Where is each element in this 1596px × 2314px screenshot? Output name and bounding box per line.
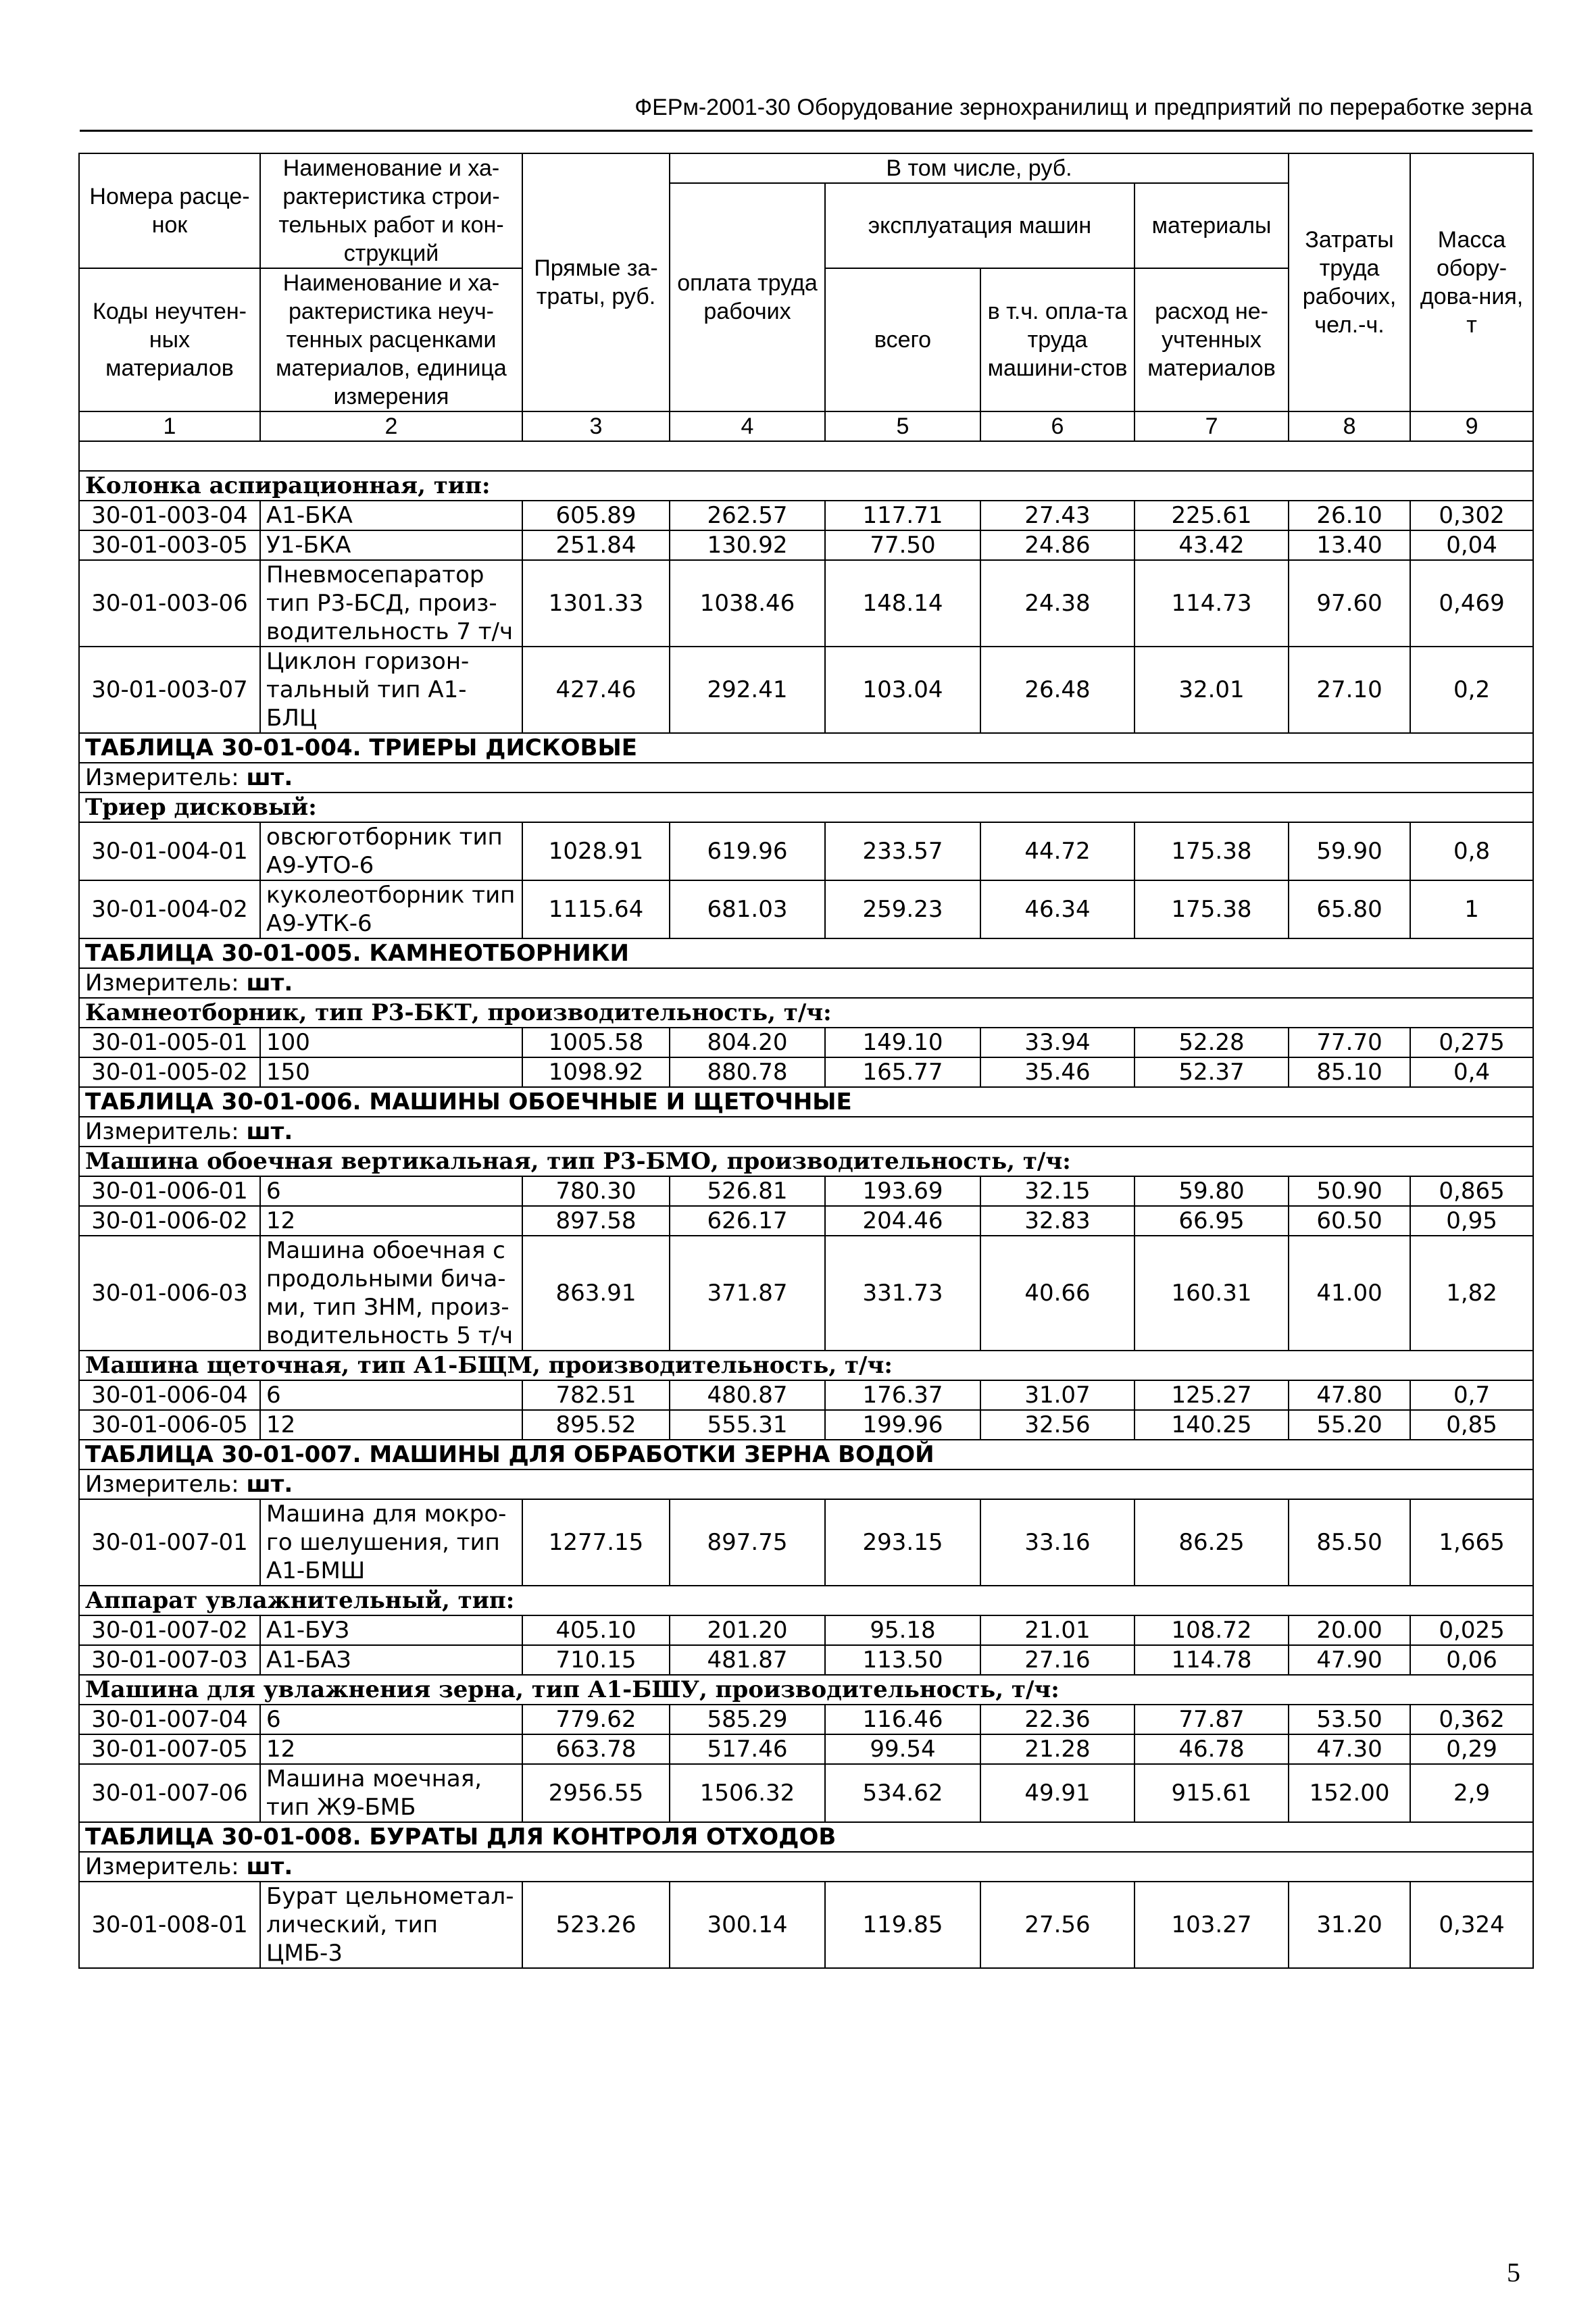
measure-line xyxy=(79,1469,1533,1499)
cell-materials-cost: 125.27 xyxy=(1134,1380,1289,1410)
cell-equipment-mass: 0,85 xyxy=(1410,1410,1533,1440)
cell-direct-costs: 779.62 xyxy=(522,1705,670,1734)
cell-direct-costs: 895.52 xyxy=(522,1410,670,1440)
cell-item-name: 12 xyxy=(260,1734,522,1764)
cell-labor-hours: 97.60 xyxy=(1289,560,1410,647)
cell-equipment-mass: 0,7 xyxy=(1410,1380,1533,1410)
measure-unit: шт. xyxy=(246,1118,293,1145)
table-row xyxy=(79,880,1533,938)
cell-operators-pay: 27.16 xyxy=(980,1645,1134,1675)
table-title: ТАБЛИЦА 30-01-004. ТРИЕРЫ ДИСКОВЫЕ xyxy=(79,733,1533,763)
cell-labor-hours: 47.80 xyxy=(1289,1380,1410,1410)
column-numbers-row xyxy=(79,411,1533,441)
cell-equipment-mass: 1,82 xyxy=(1410,1236,1533,1351)
cell-rate-code: 30-01-007-06 xyxy=(79,1764,260,1822)
cell-materials-cost: 66.95 xyxy=(1134,1206,1289,1236)
cell-rate-code: 30-01-003-06 xyxy=(79,560,260,647)
cell-rate-code: 30-01-005-01 xyxy=(79,1028,260,1057)
cell-direct-costs: 863.91 xyxy=(522,1236,670,1351)
cell-item-name: А1-БУЗ xyxy=(260,1615,522,1645)
cell-equipment-mass: 0,025 xyxy=(1410,1615,1533,1645)
cell-workers-pay: 585.29 xyxy=(670,1705,825,1734)
cell-machines-total: 116.46 xyxy=(825,1705,980,1734)
cell-operators-pay: 26.48 xyxy=(980,647,1134,733)
table-row xyxy=(79,1236,1533,1351)
cell-workers-pay: 262.57 xyxy=(670,501,825,530)
cell-item-name: 150 xyxy=(260,1057,522,1087)
cell-operators-pay: 32.83 xyxy=(980,1206,1134,1236)
column-number: 2 xyxy=(260,411,522,441)
measure-label: Измеритель: xyxy=(85,970,239,997)
cell-rate-code: 30-01-004-02 xyxy=(79,880,260,938)
cell-workers-pay: 619.96 xyxy=(670,822,825,880)
group-heading: Триер дисковый: xyxy=(79,793,1533,822)
col-workers-pay-header: оплата труда рабочих xyxy=(670,183,825,411)
cell-machines-total: 199.96 xyxy=(825,1410,980,1440)
cell-labor-hours: 55.20 xyxy=(1289,1410,1410,1440)
cell-equipment-mass: 0,362 xyxy=(1410,1705,1533,1734)
cell-equipment-mass: 0,469 xyxy=(1410,560,1533,647)
table-row xyxy=(79,1705,1533,1734)
cell-item-name: 12 xyxy=(260,1206,522,1236)
cell-workers-pay: 480.87 xyxy=(670,1380,825,1410)
cell-machines-total: 259.23 xyxy=(825,880,980,938)
measure-line xyxy=(79,1852,1533,1882)
cell-materials-cost: 140.25 xyxy=(1134,1410,1289,1440)
cell-materials-cost: 103.27 xyxy=(1134,1882,1289,1968)
cell-materials-cost: 52.37 xyxy=(1134,1057,1289,1087)
table-row xyxy=(79,1499,1533,1586)
cell-machines-total: 331.73 xyxy=(825,1236,980,1351)
column-number: 1 xyxy=(79,411,260,441)
col-direct-costs-header: Прямые за-траты, руб. xyxy=(522,153,670,411)
cell-machines-total: 113.50 xyxy=(825,1645,980,1675)
col-machines-total-header: всего xyxy=(825,268,980,411)
cell-workers-pay: 517.46 xyxy=(670,1734,825,1764)
table-row xyxy=(79,560,1533,647)
cell-direct-costs: 780.30 xyxy=(522,1176,670,1206)
column-number: 6 xyxy=(980,411,1134,441)
cell-item-name: Машина обоечная с продольными бича-ми, тип ЗНМ, произ-водительность 5 т/ч xyxy=(260,1236,522,1351)
cell-rate-code: 30-01-005-02 xyxy=(79,1057,260,1087)
cell-machines-total: 95.18 xyxy=(825,1615,980,1645)
cell-operators-pay: 44.72 xyxy=(980,822,1134,880)
cell-labor-hours: 47.30 xyxy=(1289,1734,1410,1764)
cell-rate-code: 30-01-007-03 xyxy=(79,1645,260,1675)
table-row xyxy=(79,822,1533,880)
col-labor-hours-header: Затраты труда рабочих, чел.-ч. xyxy=(1289,153,1410,411)
column-number: 3 xyxy=(522,411,670,441)
cell-labor-hours: 20.00 xyxy=(1289,1615,1410,1645)
col-rate-number-header: Номера расце-нок xyxy=(79,153,260,268)
cell-labor-hours: 85.10 xyxy=(1289,1057,1410,1087)
cell-item-name: Бурат цельнометал-лический, тип ЦМБ-3 xyxy=(260,1882,522,1968)
col-machines-header: эксплуатация машин xyxy=(825,183,1134,268)
cell-materials-cost: 86.25 xyxy=(1134,1499,1289,1586)
cell-direct-costs: 605.89 xyxy=(522,501,670,530)
table-title: ТАБЛИЦА 30-01-007. МАШИНЫ ДЛЯ ОБРАБОТКИ ЗЕРНА ВОДОЙ xyxy=(79,1440,1533,1469)
col-work-name-header: Наименование и ха-рактеристика строи-тельных работ и кон-струкций xyxy=(260,153,522,268)
cell-workers-pay: 201.20 xyxy=(670,1615,825,1645)
cell-item-name: 6 xyxy=(260,1380,522,1410)
cell-operators-pay: 33.94 xyxy=(980,1028,1134,1057)
cell-workers-pay: 626.17 xyxy=(670,1206,825,1236)
cell-equipment-mass: 0,4 xyxy=(1410,1057,1533,1087)
col-material-codes-header: Коды неучтен-ных материалов xyxy=(79,268,260,411)
cell-item-name: 6 xyxy=(260,1176,522,1206)
cell-rate-code: 30-01-008-01 xyxy=(79,1882,260,1968)
cell-direct-costs: 1028.91 xyxy=(522,822,670,880)
cell-machines-total: 165.77 xyxy=(825,1057,980,1087)
column-number: 4 xyxy=(670,411,825,441)
cell-machines-total: 193.69 xyxy=(825,1176,980,1206)
table-row xyxy=(79,1764,1533,1822)
cell-machines-total: 148.14 xyxy=(825,560,980,647)
group-heading: Машина обоечная вертикальная, тип Р3-БМО, производительность, т/ч: xyxy=(79,1147,1533,1176)
cell-operators-pay: 32.56 xyxy=(980,1410,1134,1440)
cell-rate-code: 30-01-006-01 xyxy=(79,1176,260,1206)
cell-direct-costs: 251.84 xyxy=(522,530,670,560)
table-row xyxy=(79,1645,1533,1675)
cell-direct-costs: 897.58 xyxy=(522,1206,670,1236)
cell-materials-cost: 77.87 xyxy=(1134,1705,1289,1734)
cell-rate-code: 30-01-006-03 xyxy=(79,1236,260,1351)
section-spacer xyxy=(79,441,1533,471)
measure-unit: шт. xyxy=(246,1853,293,1880)
table-row xyxy=(79,1206,1533,1236)
cell-labor-hours: 65.80 xyxy=(1289,880,1410,938)
cell-rate-code: 30-01-007-05 xyxy=(79,1734,260,1764)
measure-label: Измеритель: xyxy=(85,1471,239,1498)
table-row xyxy=(79,1057,1533,1087)
cell-labor-hours: 85.50 xyxy=(1289,1499,1410,1586)
table-row xyxy=(79,1615,1533,1645)
cell-workers-pay: 292.41 xyxy=(670,647,825,733)
col-operators-pay-header: в т.ч. опла-та труда машини-стов xyxy=(980,268,1134,411)
cell-item-name: 12 xyxy=(260,1410,522,1440)
header-rule xyxy=(80,130,1532,132)
cell-direct-costs: 663.78 xyxy=(522,1734,670,1764)
cell-item-name: Машина моечная, тип Ж9-БМБ xyxy=(260,1764,522,1822)
cell-machines-total: 293.15 xyxy=(825,1499,980,1586)
cell-machines-total: 103.04 xyxy=(825,647,980,733)
measure-line xyxy=(79,968,1533,998)
cell-equipment-mass: 0,302 xyxy=(1410,501,1533,530)
cell-item-name: куколеотборник тип А9-УТК-6 xyxy=(260,880,522,938)
table-title: ТАБЛИЦА 30-01-006. МАШИНЫ ОБОЕЧНЫЕ И ЩЕТОЧНЫЕ xyxy=(79,1087,1533,1117)
cell-labor-hours: 47.90 xyxy=(1289,1645,1410,1675)
col-materials-header: материалы xyxy=(1134,183,1289,268)
table-title: ТАБЛИЦА 30-01-005. КАМНЕОТБОРНИКИ xyxy=(79,938,1533,968)
measure-label: Измеритель: xyxy=(85,764,239,791)
cell-labor-hours: 152.00 xyxy=(1289,1764,1410,1822)
cell-materials-cost: 32.01 xyxy=(1134,647,1289,733)
cell-labor-hours: 26.10 xyxy=(1289,501,1410,530)
cell-operators-pay: 24.38 xyxy=(980,560,1134,647)
cell-materials-cost: 175.38 xyxy=(1134,880,1289,938)
cell-equipment-mass: 0,865 xyxy=(1410,1176,1533,1206)
measure-unit: шт. xyxy=(246,970,293,997)
group-heading: Колонка аспирационная, тип: xyxy=(79,471,1533,501)
cell-workers-pay: 1038.46 xyxy=(670,560,825,647)
cell-machines-total: 99.54 xyxy=(825,1734,980,1764)
cell-workers-pay: 526.81 xyxy=(670,1176,825,1206)
column-number: 7 xyxy=(1134,411,1289,441)
cell-materials-cost: 114.73 xyxy=(1134,560,1289,647)
cell-operators-pay: 40.66 xyxy=(980,1236,1134,1351)
cell-item-name: овсюготборник тип А9-УТО-6 xyxy=(260,822,522,880)
cell-direct-costs: 2956.55 xyxy=(522,1764,670,1822)
cell-operators-pay: 22.36 xyxy=(980,1705,1134,1734)
cell-materials-cost: 225.61 xyxy=(1134,501,1289,530)
cell-materials-cost: 160.31 xyxy=(1134,1236,1289,1351)
col-including-header: В том числе, руб. xyxy=(670,153,1289,183)
cell-operators-pay: 33.16 xyxy=(980,1499,1134,1586)
cell-labor-hours: 41.00 xyxy=(1289,1236,1410,1351)
cell-workers-pay: 880.78 xyxy=(670,1057,825,1087)
table-row xyxy=(79,1380,1533,1410)
cell-workers-pay: 897.75 xyxy=(670,1499,825,1586)
cell-machines-total: 534.62 xyxy=(825,1764,980,1822)
cell-rate-code: 30-01-007-04 xyxy=(79,1705,260,1734)
cell-item-name: 6 xyxy=(260,1705,522,1734)
cell-equipment-mass: 0,04 xyxy=(1410,530,1533,560)
cell-machines-total: 117.71 xyxy=(825,501,980,530)
cell-labor-hours: 53.50 xyxy=(1289,1705,1410,1734)
cell-rate-code: 30-01-007-01 xyxy=(79,1499,260,1586)
cell-direct-costs: 1005.58 xyxy=(522,1028,670,1057)
table-row xyxy=(79,1410,1533,1440)
measure-line xyxy=(79,763,1533,793)
column-number: 9 xyxy=(1410,411,1533,441)
cell-equipment-mass: 0,8 xyxy=(1410,822,1533,880)
cell-direct-costs: 405.10 xyxy=(522,1615,670,1645)
cell-workers-pay: 481.87 xyxy=(670,1645,825,1675)
cell-machines-total: 149.10 xyxy=(825,1028,980,1057)
cell-equipment-mass: 0,29 xyxy=(1410,1734,1533,1764)
measure-unit: шт. xyxy=(246,1471,293,1498)
cell-operators-pay: 49.91 xyxy=(980,1764,1134,1822)
table-row xyxy=(79,1734,1533,1764)
cell-materials-cost: 114.78 xyxy=(1134,1645,1289,1675)
cell-item-name: У1-БКА xyxy=(260,530,522,560)
measure-unit: шт. xyxy=(246,764,293,791)
cell-workers-pay: 130.92 xyxy=(670,530,825,560)
cell-materials-cost: 52.28 xyxy=(1134,1028,1289,1057)
cell-direct-costs: 1115.64 xyxy=(522,880,670,938)
cell-direct-costs: 782.51 xyxy=(522,1380,670,1410)
cell-materials-cost: 915.61 xyxy=(1134,1764,1289,1822)
cell-labor-hours: 13.40 xyxy=(1289,530,1410,560)
table-row xyxy=(79,530,1533,560)
cell-machines-total: 233.57 xyxy=(825,822,980,880)
table-row xyxy=(79,1176,1533,1206)
cell-machines-total: 77.50 xyxy=(825,530,980,560)
cell-operators-pay: 21.28 xyxy=(980,1734,1134,1764)
cell-item-name: Циклон горизон-тальный тип А1-БЛЦ xyxy=(260,647,522,733)
cell-equipment-mass: 0,95 xyxy=(1410,1206,1533,1236)
col-unaccounted-materials-header: расход не-учтенных материалов xyxy=(1134,268,1289,411)
cell-rate-code: 30-01-006-05 xyxy=(79,1410,260,1440)
table-row xyxy=(79,501,1533,530)
cell-equipment-mass: 0,275 xyxy=(1410,1028,1533,1057)
cell-workers-pay: 681.03 xyxy=(670,880,825,938)
group-heading: Аппарат увлажнительный, тип: xyxy=(79,1586,1533,1615)
cell-rate-code: 30-01-006-04 xyxy=(79,1380,260,1410)
cell-rate-code: 30-01-007-02 xyxy=(79,1615,260,1645)
cell-item-name: Пневмосепаратор тип Р3-БСД, произ-водительность 7 т/ч xyxy=(260,560,522,647)
rates-table xyxy=(78,153,1534,1969)
cell-item-name: А1-БКА xyxy=(260,501,522,530)
cell-operators-pay: 31.07 xyxy=(980,1380,1134,1410)
cell-workers-pay: 555.31 xyxy=(670,1410,825,1440)
table-row xyxy=(79,1882,1533,1968)
cell-materials-cost: 108.72 xyxy=(1134,1615,1289,1645)
cell-machines-total: 176.37 xyxy=(825,1380,980,1410)
cell-operators-pay: 35.46 xyxy=(980,1057,1134,1087)
cell-materials-cost: 59.80 xyxy=(1134,1176,1289,1206)
cell-labor-hours: 27.10 xyxy=(1289,647,1410,733)
cell-direct-costs: 710.15 xyxy=(522,1645,670,1675)
cell-rate-code: 30-01-003-04 xyxy=(79,501,260,530)
cell-operators-pay: 32.15 xyxy=(980,1176,1134,1206)
column-number: 8 xyxy=(1289,411,1410,441)
running-header: ФЕРм-2001-30 Оборудование зернохранилищ и предприятий по переработке зерна xyxy=(634,95,1532,120)
cell-rate-code: 30-01-004-01 xyxy=(79,822,260,880)
measure-line xyxy=(79,1117,1533,1147)
cell-direct-costs: 1301.33 xyxy=(522,560,670,647)
cell-workers-pay: 300.14 xyxy=(670,1882,825,1968)
table-title: ТАБЛИЦА 30-01-008. БУРАТЫ ДЛЯ КОНТРОЛЯ ОТХОДОВ xyxy=(79,1822,1533,1852)
cell-materials-cost: 43.42 xyxy=(1134,530,1289,560)
measure-label: Измеритель: xyxy=(85,1853,239,1880)
cell-equipment-mass: 0,06 xyxy=(1410,1645,1533,1675)
cell-equipment-mass: 0,324 xyxy=(1410,1882,1533,1968)
cell-equipment-mass: 2,9 xyxy=(1410,1764,1533,1822)
cell-labor-hours: 60.50 xyxy=(1289,1206,1410,1236)
cell-direct-costs: 427.46 xyxy=(522,647,670,733)
cell-item-name: Машина для мокро-го шелушения, тип А1-БМШ xyxy=(260,1499,522,1586)
group-heading: Камнеотборник, тип Р3-БКТ, производительность, т/ч: xyxy=(79,998,1533,1028)
cell-workers-pay: 804.20 xyxy=(670,1028,825,1057)
table-row xyxy=(79,1028,1533,1057)
table-row xyxy=(79,647,1533,733)
cell-rate-code: 30-01-003-05 xyxy=(79,530,260,560)
cell-operators-pay: 27.43 xyxy=(980,501,1134,530)
cell-operators-pay: 27.56 xyxy=(980,1882,1134,1968)
cell-direct-costs: 1277.15 xyxy=(522,1499,670,1586)
cell-direct-costs: 523.26 xyxy=(522,1882,670,1968)
page-number: 5 xyxy=(1507,2257,1520,2288)
cell-direct-costs: 1098.92 xyxy=(522,1057,670,1087)
cell-operators-pay: 24.86 xyxy=(980,530,1134,560)
cell-labor-hours: 77.70 xyxy=(1289,1028,1410,1057)
cell-item-name: 100 xyxy=(260,1028,522,1057)
col-mass-header: Масса обору-дова-ния, т xyxy=(1410,153,1533,411)
cell-workers-pay: 1506.32 xyxy=(670,1764,825,1822)
group-heading: Машина щеточная, тип А1-БЩМ, производительность, т/ч: xyxy=(79,1351,1533,1380)
cell-materials-cost: 175.38 xyxy=(1134,822,1289,880)
cell-labor-hours: 59.90 xyxy=(1289,822,1410,880)
cell-machines-total: 204.46 xyxy=(825,1206,980,1236)
column-number: 5 xyxy=(825,411,980,441)
cell-equipment-mass: 0,2 xyxy=(1410,647,1533,733)
cell-labor-hours: 50.90 xyxy=(1289,1176,1410,1206)
cell-rate-code: 30-01-003-07 xyxy=(79,647,260,733)
cell-workers-pay: 371.87 xyxy=(670,1236,825,1351)
measure-label: Измеритель: xyxy=(85,1118,239,1145)
cell-operators-pay: 46.34 xyxy=(980,880,1134,938)
cell-equipment-mass: 1,665 xyxy=(1410,1499,1533,1586)
cell-rate-code: 30-01-006-02 xyxy=(79,1206,260,1236)
cell-equipment-mass: 1 xyxy=(1410,880,1533,938)
cell-machines-total: 119.85 xyxy=(825,1882,980,1968)
cell-operators-pay: 21.01 xyxy=(980,1615,1134,1645)
cell-materials-cost: 46.78 xyxy=(1134,1734,1289,1764)
group-heading: Машина для увлажнения зерна, тип А1-БШУ, производительность, т/ч: xyxy=(79,1675,1533,1705)
cell-labor-hours: 31.20 xyxy=(1289,1882,1410,1968)
col-material-name-header: Наименование и ха-рактеристика неуч-тенных расценками материалов, единица измерения xyxy=(260,268,522,411)
cell-item-name: А1-БАЗ xyxy=(260,1645,522,1675)
